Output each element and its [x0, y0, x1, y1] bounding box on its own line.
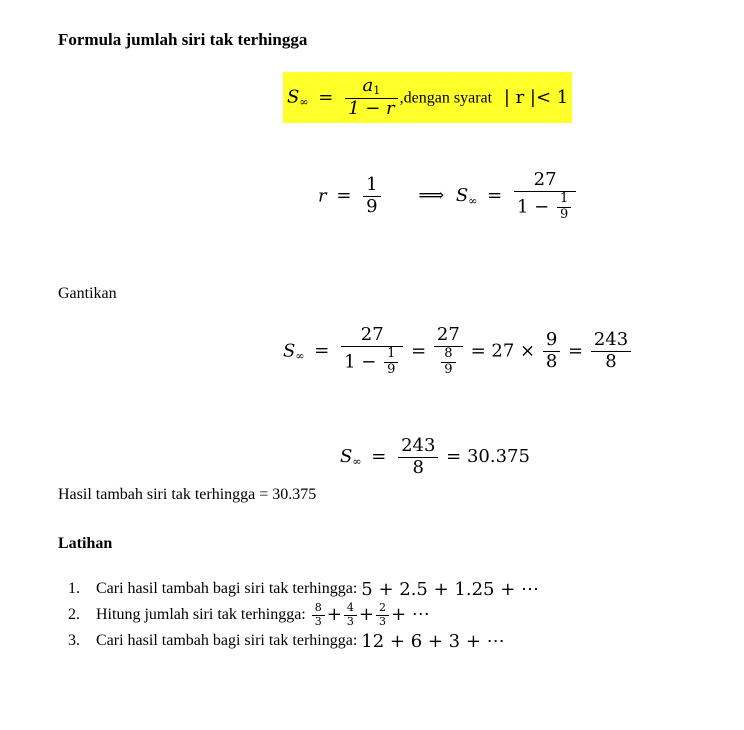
step3-fraction [398, 436, 438, 478]
exercise-text: Cari hasil tambah bagi siri tak terhingga: [96, 580, 358, 597]
exercise-expr [310, 602, 430, 628]
exercise-number: 2. [68, 606, 80, 623]
step3-s-sub: ∞ [352, 455, 362, 469]
step1-s-sub: ∞ [468, 194, 478, 208]
formula-eq: = [318, 86, 334, 108]
step1-r-fraction [363, 175, 380, 217]
step2-fraction-2 [434, 325, 463, 378]
step2-f4-num: 243 [591, 330, 631, 352]
step3-eq1: = [371, 446, 387, 468]
step1-r-den: 9 [366, 195, 378, 217]
formula-num-sub: 1 [373, 84, 381, 97]
step2-f2-num: 27 [434, 325, 463, 347]
step1-den-fraction [557, 192, 571, 223]
step2-f3-den: 8 [545, 350, 558, 372]
result-text: Hasil tambah siri tak terhingga = 30.375 [58, 486, 317, 503]
step2-eq4: = [568, 340, 584, 362]
exercise-item [68, 578, 539, 600]
step2-fraction-3 [543, 330, 560, 372]
infinite-sum-formula [283, 72, 572, 123]
latihan-heading: Latihan [58, 535, 113, 552]
step3-den: 8 [412, 456, 424, 478]
step2-f1-den-fraction [384, 347, 398, 378]
step2-eq1: = [314, 340, 330, 362]
step2-fraction-1 [341, 325, 403, 378]
formula-den: 1 − r [348, 97, 395, 119]
step-final [340, 436, 530, 478]
step3-result: = 30.375 [446, 446, 530, 468]
exercise-text: Cari hasil tambah bagi siri tak terhingga: [96, 632, 358, 649]
step1-den-num: 1 [557, 192, 571, 208]
gantikan-label: Gantikan [58, 285, 117, 302]
step2-s-sub: ∞ [295, 349, 305, 363]
page-title: Formula jumlah siri tak terhingga [58, 30, 308, 49]
exercise2-term2: $\frac{4}{3}$ [344, 602, 357, 628]
exercise-number: 1. [68, 580, 80, 597]
exercise2-tail: + ⋯ [390, 604, 430, 625]
step3-num: 243 [398, 436, 438, 458]
formula-num: a [362, 75, 374, 96]
step1-r: r [318, 185, 327, 207]
exercise-number: 3. [68, 632, 80, 649]
step2-eq3: = 27 × [470, 340, 536, 362]
step2-s: S [283, 340, 296, 362]
step2-f4-den: 8 [605, 350, 617, 372]
step1-sum-fraction [514, 170, 576, 223]
step2-f2-den-den: 9 [444, 361, 453, 377]
formula-s-sub: ∞ [299, 95, 309, 109]
step2-f1-den-num: 1 [384, 347, 398, 363]
step1-r-num: 1 [363, 175, 380, 197]
step1-eq2: = [487, 185, 503, 207]
exercise2-plus: + [326, 604, 342, 625]
step1-s: S [455, 185, 469, 207]
exercise2-term1: $\frac{8}{3}$ [312, 602, 325, 628]
step-substitution [283, 325, 633, 378]
formula-abs: | r |< 1 [503, 86, 569, 108]
exercise-list [68, 578, 539, 652]
step1-den-prefix: 1 − [516, 196, 550, 218]
step2-f3-num: 9 [543, 330, 560, 352]
exercise2-term3: $\frac{2}{3}$ [376, 602, 389, 628]
implies-symbol: ⟹ [418, 185, 445, 207]
step2-f1-den-den: 9 [387, 361, 396, 377]
step-ratio [318, 170, 578, 223]
step2-eq2: = [411, 340, 427, 362]
step1-eq: = [336, 185, 352, 207]
step1-sum-num: 27 [514, 170, 576, 192]
exercise-text: Hitung jumlah siri tak terhingga: [96, 606, 306, 623]
step2-f1-den-prefix: 1 − [344, 351, 377, 373]
step2-f1-num: 27 [341, 325, 403, 347]
exercise-item [68, 600, 539, 630]
step3-s: S [340, 446, 353, 468]
formula-fraction [345, 76, 398, 119]
formula-condition: ,dengan syarat [399, 89, 493, 107]
step1-den-den: 9 [559, 206, 569, 222]
step2-f2-den-fraction [441, 347, 455, 378]
exercise-expr: 5 + 2.5 + 1.25 + ⋯ [361, 578, 539, 600]
exercise-expr: 12 + 6 + 3 + ⋯ [361, 630, 505, 652]
step2-f2-den-num: 8 [441, 347, 455, 363]
formula-s: S [287, 86, 300, 108]
step2-fraction-4 [591, 330, 631, 372]
exercise2-plus: + [358, 604, 374, 625]
exercise-item [68, 630, 539, 652]
